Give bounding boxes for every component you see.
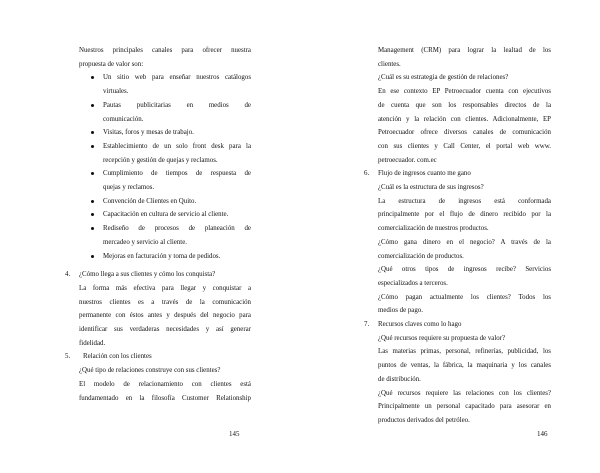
paragraph-line: de distribución. [378,375,421,383]
numbered-item-5 [65,350,251,364]
item-number: 7. [364,321,370,329]
right-page [300,0,600,473]
paragraph-line: ¿Cómo pagan actualmente los clientes? Todos los [378,293,551,301]
bullet-item [79,167,251,194]
bullet-icon [91,145,94,148]
bullet-item [79,99,251,126]
bullet-text: Cumplimiento de tiempos de respuesta de [103,170,251,178]
bullet-icon [91,76,94,79]
bullet-item [79,208,251,222]
bullet-text: Visitas, foros y mesas de trabajo. [103,129,194,137]
bullet-item [79,250,251,264]
paragraph-line: puntos de ventas, la fábrica, la maquinaria y los canales [378,362,551,370]
bullet-text: Rediseño de procesos de planeación de [103,225,251,233]
page-number: 146 [537,430,548,438]
paragraph-line: La forma más efectiva para llegar y conquistar a [79,284,251,292]
left-text-column [65,44,251,405]
bullet-text: Mejoras en facturación y toma de pedidos. [103,252,221,260]
bullet-text: Pautas publicitarias en medios de [103,101,251,109]
numbered-item-7 [364,318,551,332]
numbered-item-6 [364,167,551,181]
bullet-icon [91,104,94,107]
right-text-column [364,44,551,428]
paragraph-line: nuestros clientes es a través de la comunicación [79,298,251,306]
paragraph-line: medios de pago. [378,307,423,315]
paragraph-line: ¿Qué tipo de relaciones construye con sus clientes? [79,367,221,375]
bullet-icon [91,227,94,230]
paragraph-line: con sus clientes y Call Center, el portal web www. [378,142,551,150]
bullet-text: virtuales. [103,88,129,96]
paragraph-line: clientes. [378,60,401,68]
paragraph-line: comercialización de productos. [378,252,464,260]
paragraph-line: productos derivados del petróleo. [378,416,470,424]
paragraph-line: En ese contexto EP Petroecuador cuenta con ejecutivos [378,88,551,96]
paragraph-line: petroecuador. com.ec [378,156,437,164]
bullet-text: recepción y gestión de quejas y reclamos. [103,156,218,164]
paragraph-line: principalmente por el flujo de dinero recibido por la [378,211,551,219]
paragraph-line: ¿Qué recursos requiere las relaciones con los clientes? [378,389,551,397]
bullet-text: quejas y reclamos. [103,184,155,192]
bullet-text: Capacitación en cultura de servicio al cliente. [103,211,229,219]
bullet-icon [91,213,94,216]
bullet-text: comunicación. [103,115,144,123]
paragraph-line: fidelidad. [79,339,106,347]
bullet-text: Un sitio web para enseñar nuestros catálogos [103,74,251,82]
paragraph-line: ¿Cuál es su estrategia de gestión de relaciones? [378,74,509,82]
bullet-icon [91,131,94,134]
paragraph-line: fundamentado en la filosofía Customer Relationship [79,394,251,402]
item-heading: Relación con los clientes [83,353,152,361]
item-number: 4. [65,271,71,279]
paragraph-line: Management (CRM) para lograr la lealtad de los [378,47,551,54]
bullet-text: Convención de Clientes en Quito. [103,197,197,205]
bullet-icon [91,255,94,258]
bullet-item [79,140,251,167]
paragraph-line: atención y la relación con clientes. Adicionalmente, EP [378,115,551,123]
item-heading: Flujo de ingresos cuanto me gano [378,170,471,178]
paragraph-line: permanente con éstos antes y después del negocio para [79,312,251,320]
bullet-icon [91,200,94,203]
paragraph-line: La estructura de ingresos está conformada [378,197,551,205]
item-number: 6. [364,170,370,178]
bullet-item [79,71,251,98]
paragraph-line: ¿Qué otros tipos de ingresos recibe? Servicios [378,266,551,274]
paragraph-line: propuesta de valor son: [79,60,144,68]
bullet-icon [91,172,94,175]
paragraph-line: ¿Qué recursos requiere su propuesta de valor? [378,334,506,342]
paragraph-line: Nuestros principales canales para ofrecer nuestra [79,47,251,54]
paragraph-line: comercialización de nuestros productos. [378,225,489,233]
bullet-item [79,195,251,209]
paragraph-line: ¿Cuál es la estructura de sus ingresos? [378,184,484,192]
paragraph-line: identificar sus verdaderas necesidades y así generar [79,326,251,334]
item-number: 5. [65,353,71,361]
bullet-item [79,126,251,140]
paragraph-line: Principalmente un personal capacitado para asesorar en [378,403,551,411]
item-heading: ¿Cómo llega a sus clientes y cómo los conquista? [79,271,216,279]
bullet-text: mercadeo y servicio al cliente. [103,238,187,246]
paragraph-line: Las materias primas, personal, refinerías, publicidad, los [378,348,551,356]
paragraph-line: ¿Cómo gana dinero en el negocio? A través de la [378,238,551,246]
numbered-item-4 [65,268,251,282]
item-heading: Recursos claves como lo hago [378,321,462,329]
paragraph-line: El modelo de relacionamiento con clientes está [79,380,251,388]
paragraph-line: de cuenta que son los responsables directos de la [378,101,551,109]
paragraph-line: Petroecuador ofrece diversos canales de comunicación [378,129,551,137]
bullet-text: Establecimiento de un solo front desk para la [103,142,251,150]
page-number: 145 [229,430,240,438]
paragraph-line: especializados a terceros. [378,279,448,287]
bullet-item [79,222,251,249]
